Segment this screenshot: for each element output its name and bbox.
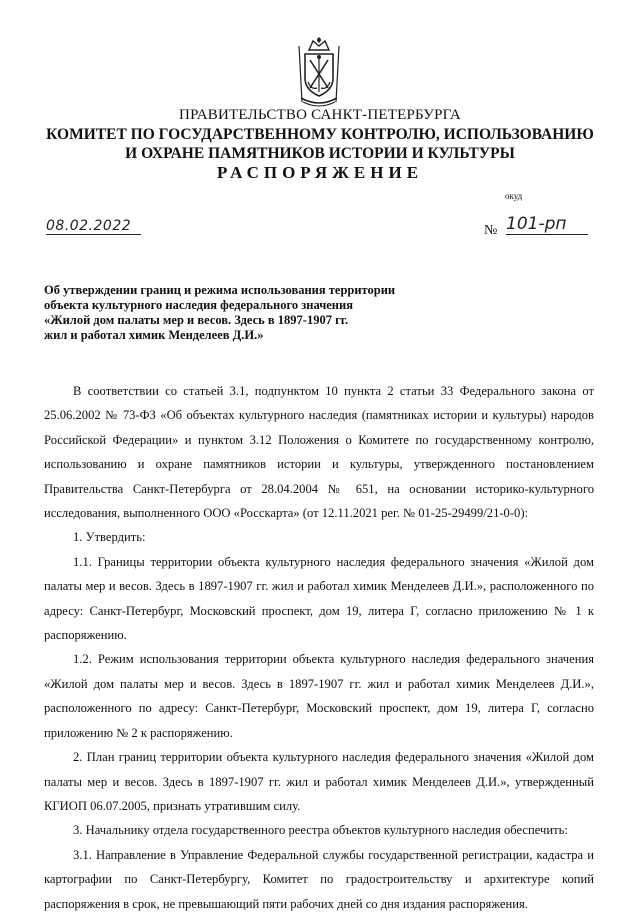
- committee-title: [0, 125, 640, 163]
- coat-of-arms-icon: [295, 36, 343, 110]
- document-body: [44, 379, 594, 916]
- document-subject: [44, 283, 464, 343]
- clause-1-2: 1.2. Режим использования территории объекта культурного наследия федерального значения «Жилой дом палаты мер и весов. Здесь в 1897-1907 гг. жил и работал химик Менделеев Д.И.», расположенного по адресу: Санкт-Петербург, Московский проспект, дом 19, литера Г, согласно приложению № 2 к распоряжению.: [44, 652, 594, 740]
- okud-label: окуд: [505, 191, 523, 201]
- clause-1-1: 1.1. Границы территории объекта культурного наследия федерального значения «Жилой дом палаты мер и весов. Здесь в 1897-1907 гг. жил и работал химик Менделеев Д.И.», расположенного по адресу: Санкт-Петербург, Московский проспект, дом 19, литера Г, согласно приложению № 1 к распоряжению.: [44, 554, 594, 643]
- clause-2: 2. План границ территории объекта культурного наследия федерального значения «Жилой дом палаты мер и весов. Здесь в 1897-1907 гг. жил и работал химик Менделеев Д.И.», утвержденный КГИОП 06.07.2005, признать утратившим силу.: [44, 750, 594, 813]
- document-number: 101-рп: [506, 214, 588, 235]
- subject-line: Об утверждении границ и режима использования территории: [44, 283, 396, 297]
- committee-title-line-1: КОМИТЕТ ПО ГОСУДАРСТВЕННОМУ КОНТРОЛЮ, ИСПОЛЬЗОВАНИЮ: [46, 126, 594, 143]
- preamble-paragraph: В соответствии со статьей 3.1, подпунктом 10 пункта 2 статьи 33 Федерального закона от 25.06.2002 № 73-ФЗ «Об объектах культурного наследия (памятниках истории и культуры) народов Российской Федерации» и пунктом 3.12 Положения о Комитете по государственному контролю, использованию и охране памятников истории и культуры, утвержденного постановлением Правительства Санкт-Петербурга от 28.04.2004 № 651, на основании историко-культурного исследования, выполненного ООО «Росскарта» (от 12.11.2021 рег. № 01-25-29499/21-0-0):: [44, 384, 594, 521]
- subject-line: объекта культурного наследия федерального значения: [44, 298, 353, 312]
- government-title: ПРАВИТЕЛЬСТВО САНКТ-ПЕТЕРБУРГА: [179, 107, 461, 123]
- document-date: 08.02.2022: [46, 218, 141, 235]
- subject-line: «Жилой дом палаты мер и весов. Здесь в 1897-1907 гг.: [44, 313, 349, 327]
- clause-3: 3. Начальнику отдела государственного реестра объектов культурного наследия обеспечить:: [73, 823, 568, 838]
- subject-line: жил и работал химик Менделеев Д.И.»: [44, 328, 264, 342]
- clause-3-1: 3.1. Направление в Управление Федеральной службы государственной регистрации, кадастра и картографии по Санкт-Петербургу, Комитет по градостроительству и архитектуре копий распоряжения в срок, не превышающий пяти рабочих дней со дня издания распоряжения.: [44, 847, 594, 911]
- committee-title-line-2: И ОХРАНЕ ПАМЯТНИКОВ ИСТОРИИ И КУЛЬТУРЫ: [125, 145, 515, 162]
- document-type: РАСПОРЯЖЕНИЕ: [216, 163, 424, 182]
- number-sign: №: [484, 223, 498, 238]
- clause-1: 1. Утвердить:: [73, 530, 146, 545]
